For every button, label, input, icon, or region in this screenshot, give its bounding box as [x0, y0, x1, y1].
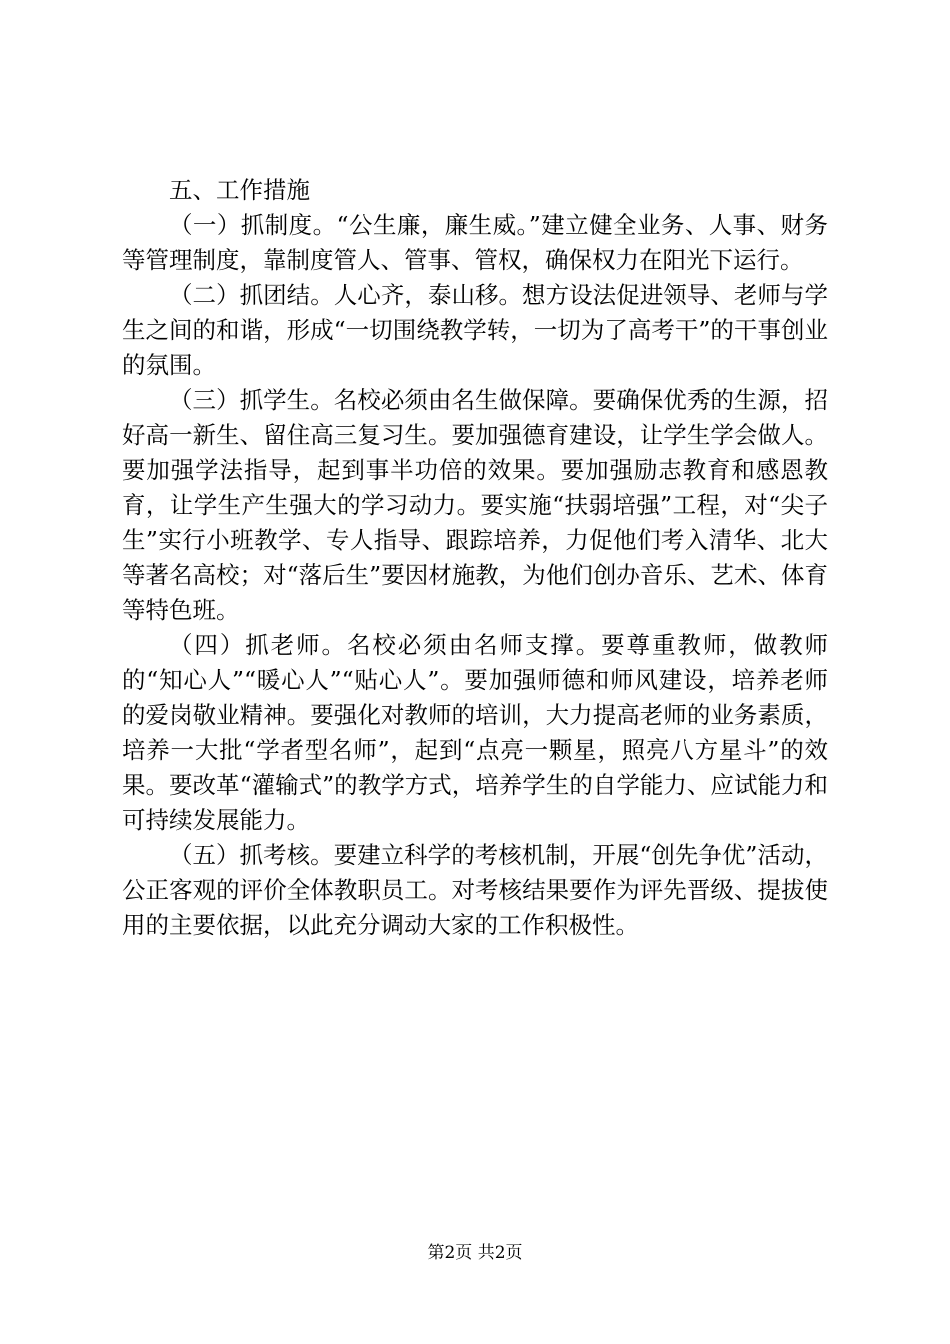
paragraph-3: （三）抓学生。名校必须由名生做保障。要确保优秀的生源，招好高一新生、留住高三复习生。要加强德育建设，让学生学会做人。要加强学法指导，起到事半功倍的效果。要加强励志教育和感恩教育，让学生产生强大的学习动力。要实施“扶弱培强”工程，对“尖子生”实行小班教学、专人指导、跟踪培养，力促他们考入清华、北大等著名高校；对“落后生”要因材施教，为他们创办音乐、艺术、体育等特色班。 [122, 386, 828, 624]
section-heading: 五、工作措施 [169, 176, 310, 204]
paragraph-2: （二）抓团结。人心齐，泰山移。想方设法促进领导、老师与学生之间的和谐，形成“一切围绕教学转，一切为了高考干”的干事创业的氛围。 [122, 281, 828, 379]
paragraph-1: （一）抓制度。“公生廉，廉生威。”建立健全业务、人事、财务等管理制度，靠制度管人、管事、管权，确保权力在阳光下运行。 [122, 211, 828, 274]
page-footer: 第2页 共2页 [427, 1243, 523, 1263]
paragraph-4: （四）抓老师。名校必须由名师支撑。要尊重教师，做教师的“知心人”“暖心人”“贴心人”。要加强师德和师风建设，培养老师的爱岗敬业精神。要强化对教师的培训，大力提高老师的业务素质，培养一大批“学者型名师”，起到“点亮一颗星，照亮八方星斗”的效果。要改革“灌输式”的教学方式，培养学生的自学能力、应试能力和可持续发展能力。 [122, 631, 828, 834]
document-body [122, 173, 828, 943]
paragraph-5: （五）抓考核。要建立科学的考核机制，开展“创先争优”活动，公正客观的评价全体教职员工。对考核结果要作为评先晋级、提拔使用的主要依据，以此充分调动大家的工作积极性。 [122, 841, 828, 939]
